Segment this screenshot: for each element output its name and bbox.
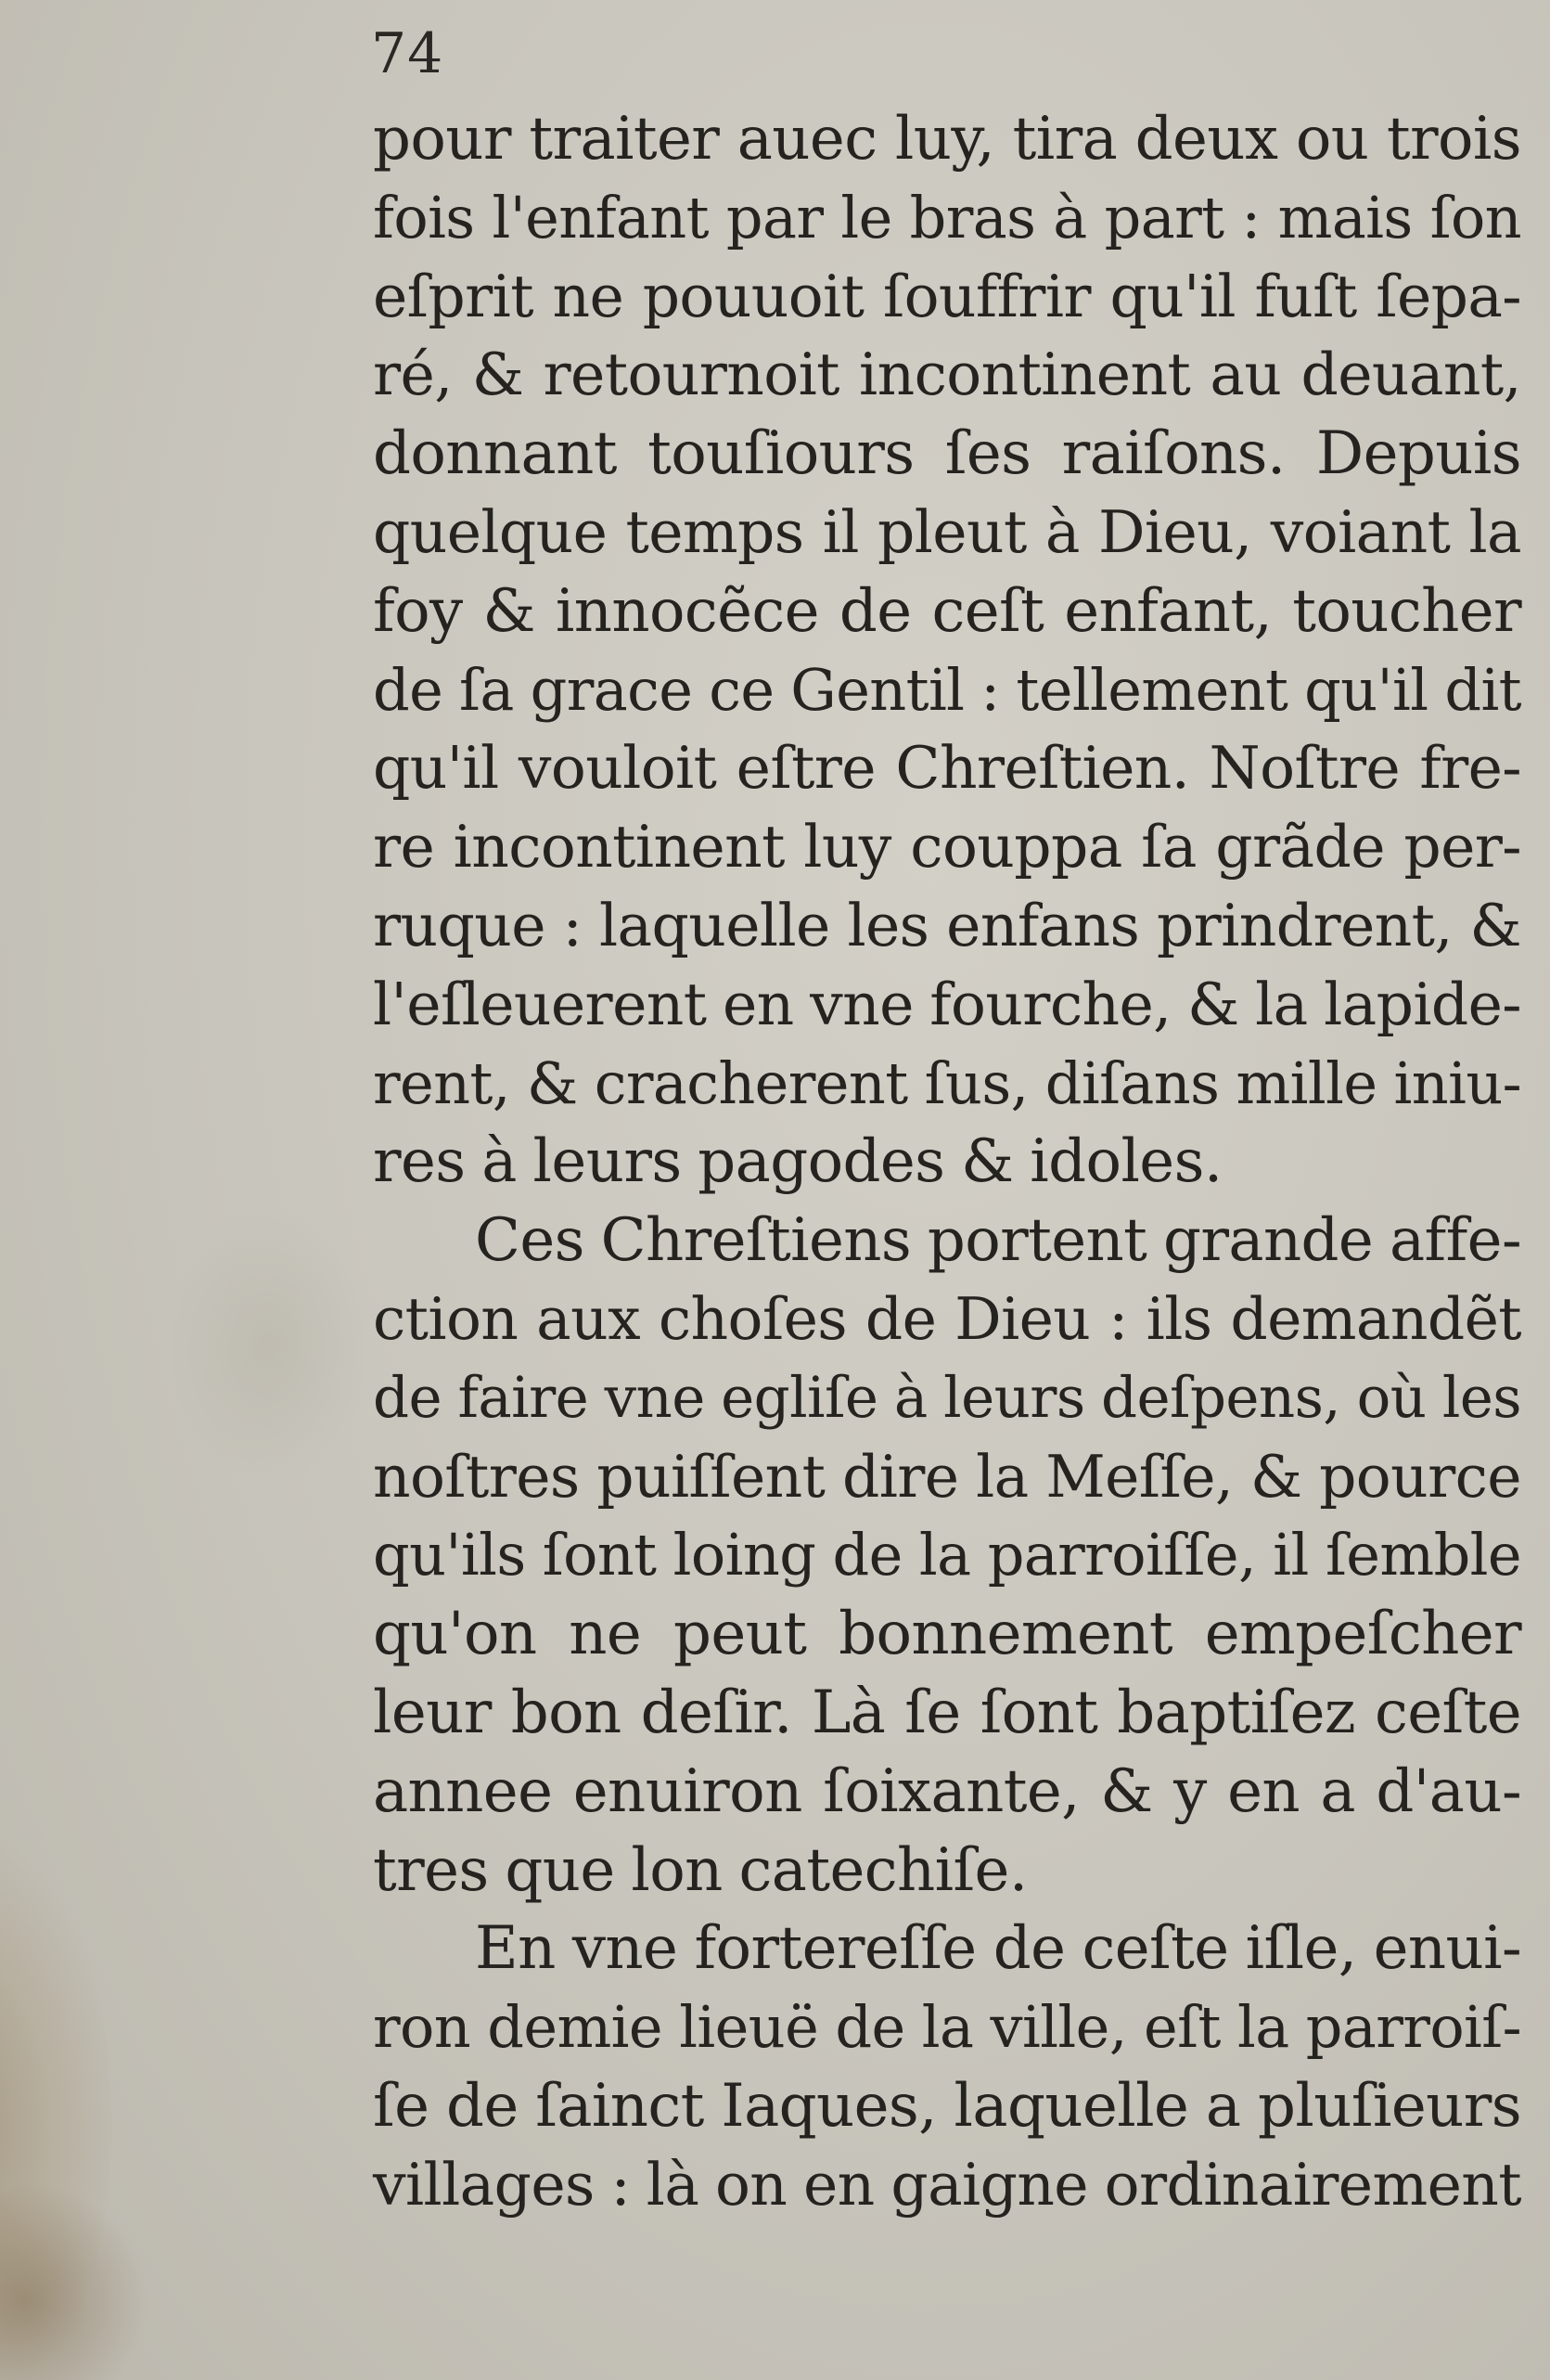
paragraph-start-line: En vne fortereſſe de ceſte iſle, enui- (475, 1914, 1521, 1984)
text-line: eſprit ne pouuoit ſouffrir qu'il fuſt ſepa- (373, 262, 1521, 330)
text-line: noſtres puiſſent dire la Meſſe, & pource (373, 1442, 1521, 1511)
margin-stain (0, 2181, 148, 2380)
text-line: qu'on ne peut bonnement empeſcher (373, 1600, 1521, 1669)
paper-foxing (167, 1206, 371, 1485)
paragraph-start-line: Ces Chreſtiens portent grande affe- (475, 1206, 1521, 1276)
text-line: ruque : laquelle les enfans prindrent, & (373, 891, 1521, 959)
text-line: fois l'enfant par le bras à part : mais ſon (373, 183, 1521, 251)
text-line: leur bon deſir. Là ſe ſont baptiſez ceſte (373, 1678, 1521, 1747)
text-line: ré, & retournoit incontinent au deuant, (373, 341, 1521, 409)
text-line: quelque temps il pleut à Dieu, voiant la (373, 497, 1521, 566)
text-line: rent, & cracherent ſus, diſans mille iniu- (373, 1048, 1521, 1117)
text-line: villages : là on en gaigne ordinairement (373, 2150, 1521, 2219)
text-line: ron demie lieuë de la ville, eſt la parroiſ- (373, 1993, 1521, 2062)
text-line: res à leurs pagodes & idoles. (373, 1127, 1223, 1197)
text-line: annee enuiron ſoixante, & y en a d'au- (373, 1756, 1521, 1826)
text-line: de ſa grace ce Gentil : tellement qu'il dit (373, 655, 1521, 724)
body-text (373, 100, 1521, 2225)
page-number: 74 (371, 21, 444, 86)
text-line: ction aux choſes de Dieu : ils demandẽt (373, 1284, 1521, 1353)
text-line: pour traiter auec luy, tira deux ou trois (373, 105, 1521, 174)
text-line: de faire vne egliſe à leurs deſpens, où les (373, 1364, 1521, 1431)
text-line: qu'il vouloit eſtre Chreſtien. Noſtre fre- (373, 734, 1521, 803)
margin-stain (0, 1837, 111, 2380)
text-line: donnant touſiours ſes raiſons. Depuis (373, 419, 1521, 489)
text-line: qu'ils ſont loing de la parroiſſe, il ſemble (373, 1521, 1521, 1589)
text-line: tres que lon catechiſe. (373, 1835, 1028, 1905)
text-line: re incontinent luy couppa ſa grãde per- (373, 813, 1521, 881)
text-line: ſe de ſainct Iaques, laquelle a pluſieurs (373, 2071, 1521, 2141)
text-line: foy & innocẽce de ceſt enfant, toucher (373, 576, 1521, 646)
text-line: l'eſleuerent en vne fourche, & la lapide- (373, 970, 1521, 1038)
